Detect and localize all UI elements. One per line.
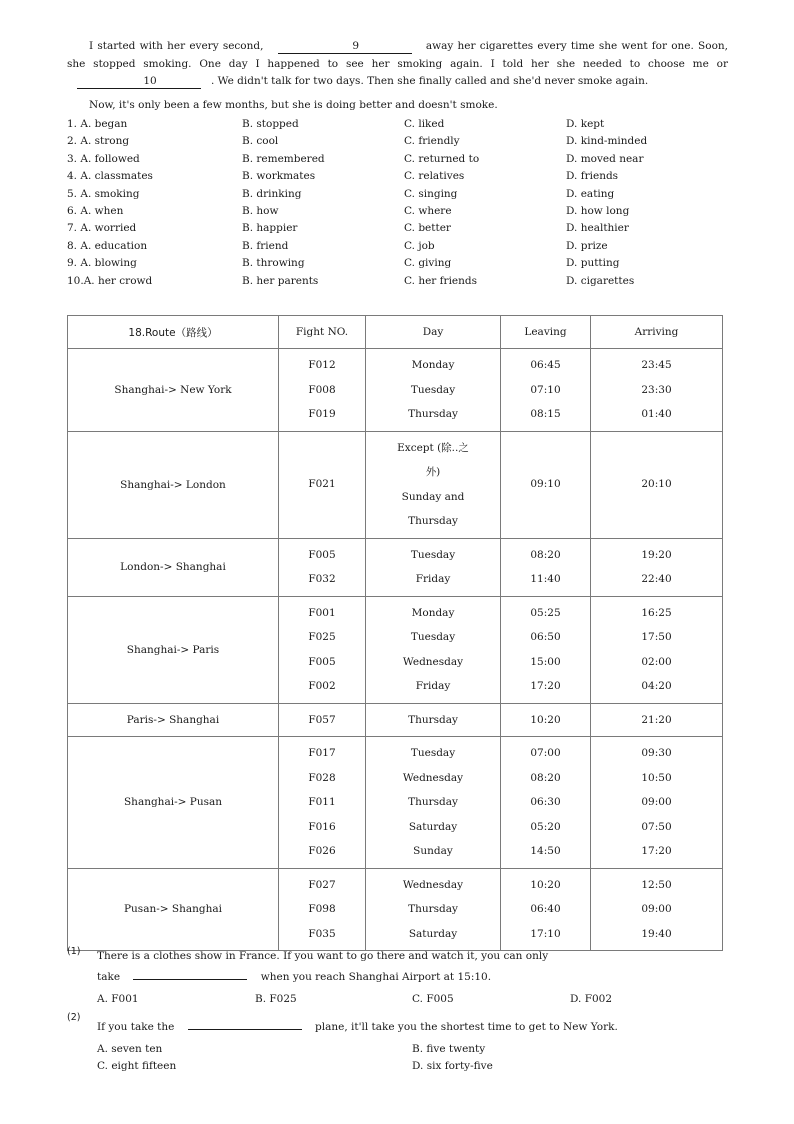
option-b: B. cool <box>242 135 279 148</box>
option-d: D. putting <box>566 257 620 270</box>
option-b: B. how <box>242 204 279 217</box>
arriving-cell <box>591 431 723 538</box>
flight-no-text: F098 <box>308 903 336 915</box>
choice-c: C. eight fifteen <box>97 1060 177 1072</box>
option-a: 6. A. when <box>67 204 124 217</box>
choice-a: A. seven ten <box>97 1043 163 1055</box>
arriving-cell <box>591 349 723 432</box>
passage-text: Now, it's only been a few months, but she is doing better and doesn't smoke. <box>89 99 498 111</box>
flight-no-cell <box>279 596 366 703</box>
question-number: (2) <box>67 1012 81 1023</box>
day-text: Friday <box>415 680 451 692</box>
day-cell <box>366 703 501 737</box>
passage-text: I started with her every second, <box>89 40 268 52</box>
day-text: Thursday <box>408 903 458 915</box>
flight-no-text: F017 <box>308 747 336 759</box>
option-c: C. her friends <box>404 274 478 287</box>
arriving-text: 04:20 <box>641 680 672 692</box>
arriving-text: 07:50 <box>641 820 672 833</box>
table-row <box>68 737 723 869</box>
option-a: 10.A. her crowd <box>67 274 153 287</box>
flight-no-cell <box>279 349 366 432</box>
day-text: Sunday and <box>401 490 465 503</box>
choice-c: C. F005 <box>412 993 454 1005</box>
leaving-cell <box>501 596 591 703</box>
column-header-4: Leaving <box>501 316 591 349</box>
option-a: 2. A. strong <box>67 135 130 148</box>
option-c: C. returned to <box>404 152 480 165</box>
leaving-text: 08:15 <box>530 408 561 420</box>
question-text-line-2 <box>97 968 491 983</box>
day-text: Except (除..之 <box>397 441 469 454</box>
flight-no-text: F016 <box>308 820 336 833</box>
day-cell <box>366 596 501 703</box>
option-d: D. kind-minded <box>566 135 648 148</box>
option-row-8 <box>67 238 728 255</box>
table-row <box>68 703 723 737</box>
option-d: D. healthier <box>566 222 629 235</box>
arriving-cell <box>591 737 723 869</box>
leaving-cell <box>501 431 591 538</box>
option-row-5 <box>67 186 728 203</box>
table-row <box>68 538 723 596</box>
route-cell: Shanghai-> London <box>68 431 279 538</box>
leaving-text: 09:10 <box>530 478 561 491</box>
day-text: Thursday <box>408 796 458 808</box>
flight-no-cell <box>279 538 366 596</box>
arriving-text: 21:20 <box>641 713 672 726</box>
option-d: D. cigarettes <box>566 274 635 287</box>
choice-d: D. six forty-five <box>412 1060 493 1072</box>
day-cell <box>366 349 501 432</box>
table-row <box>68 431 723 538</box>
leaving-text: 06:50 <box>530 631 561 643</box>
option-a: 8. A. education <box>67 239 148 252</box>
option-d: D. kept <box>566 118 605 130</box>
arriving-cell <box>591 538 723 596</box>
option-d: D. prize <box>566 239 608 252</box>
leaving-cell <box>501 538 591 596</box>
arriving-text: 10:50 <box>641 771 672 784</box>
leaving-text: 05:20 <box>530 820 561 833</box>
option-b: B. stopped <box>242 118 299 130</box>
leaving-text: 08:20 <box>530 771 561 784</box>
answer-blank-10: 10 <box>77 75 201 89</box>
route-cell: Shanghai-> New York <box>68 349 279 432</box>
leaving-text: 07:00 <box>530 747 561 759</box>
day-cell <box>366 431 501 538</box>
flight-no-text: F026 <box>308 845 336 857</box>
option-c: C. where <box>404 204 452 217</box>
day-text: Wednesday <box>402 655 464 668</box>
column-header-1: 18.Route（路线） <box>68 316 279 349</box>
arriving-text: 02:00 <box>641 655 672 668</box>
leaving-cell <box>501 737 591 869</box>
option-row-9 <box>67 255 728 272</box>
option-b: B. her parents <box>242 274 319 287</box>
day-text: Monday <box>411 606 455 619</box>
route-cell: Shanghai-> Paris <box>68 596 279 703</box>
arriving-text: 09:00 <box>641 903 672 915</box>
day-cell <box>366 538 501 596</box>
flight-schedule-table <box>67 315 723 951</box>
option-b: B. drinking <box>242 187 302 200</box>
route-cell: Pusan-> Shanghai <box>68 868 279 951</box>
option-a: 3. A. followed <box>67 152 140 165</box>
day-text: Wednesday <box>402 878 464 891</box>
leaving-text: 17:20 <box>530 680 561 692</box>
day-text: Tuesday <box>410 631 456 643</box>
arriving-text: 01:40 <box>641 408 672 420</box>
option-b: B. workmates <box>242 170 316 183</box>
flight-no-text: F027 <box>308 878 336 891</box>
option-b: B. remembered <box>242 152 325 165</box>
flight-no-text: F032 <box>308 573 336 585</box>
arriving-text: 17:50 <box>641 631 672 643</box>
passage-text: away her cigarettes every time she went for one. Soon, she stopped smoking. One day I happened to see her smoking again. I told her she needed to choose me or <box>67 40 728 70</box>
choice-a: A. F001 <box>97 993 139 1005</box>
passage-paragraph-2 <box>67 97 728 115</box>
passage-paragraph-1 <box>67 38 728 91</box>
arriving-text: 09:30 <box>641 747 672 759</box>
option-d: D. how long <box>566 204 630 217</box>
day-text: Thursday <box>408 515 458 527</box>
question-text: when you reach Shanghai Airport at 15:10. <box>260 971 492 983</box>
arriving-text: 23:30 <box>641 383 672 396</box>
option-c: C. liked <box>404 118 445 130</box>
flight-no-cell <box>279 431 366 538</box>
option-c: C. giving <box>404 257 452 270</box>
route-cell: Paris-> Shanghai <box>68 703 279 737</box>
day-text: Friday <box>415 573 451 585</box>
option-c: C. better <box>404 222 451 235</box>
flight-no-text: F028 <box>308 771 336 784</box>
day-text: Wednesday <box>402 771 464 784</box>
flight-no-text: F057 <box>308 713 336 726</box>
flight-no-text: F021 <box>308 478 336 491</box>
option-row-2 <box>67 133 728 150</box>
day-text: Tuesday <box>410 747 456 759</box>
question-text: take <box>97 971 121 983</box>
leaving-text: 11:40 <box>530 573 561 585</box>
day-text: Saturday <box>408 820 458 833</box>
day-text: 外) <box>425 466 441 478</box>
option-c: C. job <box>404 239 435 252</box>
leaving-text: 07:10 <box>530 383 561 396</box>
flight-no-text: F002 <box>308 680 336 692</box>
question-text: plane, it'll take you the shortest time to get to New York. <box>315 1021 618 1033</box>
flight-no-text: F019 <box>308 408 336 420</box>
leaving-text: 15:00 <box>530 655 561 668</box>
option-a: 9. A. blowing <box>67 257 137 270</box>
question-number: (1) <box>67 946 81 957</box>
option-c: C. relatives <box>404 170 465 183</box>
option-c: C. singing <box>404 187 458 200</box>
option-d: D. moved near <box>566 152 644 165</box>
option-row-10 <box>67 273 728 290</box>
table-row <box>68 596 723 703</box>
day-cell <box>366 737 501 869</box>
answer-blank <box>188 1018 302 1030</box>
leaving-text: 14:50 <box>530 845 561 857</box>
flight-no-cell <box>279 737 366 869</box>
table-row <box>68 349 723 432</box>
flight-no-text: F001 <box>308 606 336 619</box>
question-1 <box>67 946 728 1016</box>
column-header-2: Fight NO. <box>279 316 366 349</box>
choice-b: B. five twenty <box>412 1043 486 1055</box>
question-2 <box>67 1012 728 1082</box>
flight-no-text: F008 <box>308 383 336 396</box>
route-cell: Shanghai-> Pusan <box>68 737 279 869</box>
flight-no-text: F005 <box>308 548 336 561</box>
flight-no-text: F011 <box>308 796 336 808</box>
answer-blank-9: 9 <box>278 40 412 54</box>
arriving-text: 19:20 <box>641 548 672 561</box>
option-b: B. friend <box>242 239 289 252</box>
option-row-7 <box>67 220 728 237</box>
arriving-text: 22:40 <box>641 573 672 585</box>
option-row-1 <box>67 116 728 133</box>
arriving-cell <box>591 703 723 737</box>
day-text: Tuesday <box>410 548 456 561</box>
column-header-3: Day <box>366 316 501 349</box>
leaving-text: 06:30 <box>530 796 561 808</box>
flight-no-cell <box>279 868 366 951</box>
arriving-text: 12:50 <box>641 878 672 891</box>
flight-no-text: F035 <box>308 927 336 940</box>
day-text: Saturday <box>408 927 458 940</box>
option-a: 5. A. smoking <box>67 187 140 200</box>
flight-no-text: F005 <box>308 655 336 668</box>
day-text: Thursday <box>408 408 458 420</box>
option-b: B. happier <box>242 222 298 235</box>
choice-d: D. F002 <box>570 993 613 1005</box>
leaving-text: 06:40 <box>530 903 561 915</box>
answer-blank <box>133 968 247 980</box>
leaving-text: 08:20 <box>530 548 561 561</box>
arriving-cell <box>591 868 723 951</box>
leaving-cell <box>501 868 591 951</box>
arriving-text: 23:45 <box>641 359 672 371</box>
choice-b: B. F025 <box>255 993 297 1005</box>
leaving-text: 06:45 <box>530 359 561 371</box>
table-header-row <box>68 316 723 349</box>
option-row-6 <box>67 203 728 220</box>
option-b: B. throwing <box>242 257 305 270</box>
day-text: Thursday <box>408 713 458 726</box>
question-text: If you take the <box>97 1021 175 1033</box>
leaving-text: 10:20 <box>530 878 561 891</box>
option-a: 7. A. worried <box>67 222 137 235</box>
leaving-cell <box>501 703 591 737</box>
route-cell: London-> Shanghai <box>68 538 279 596</box>
option-c: C. friendly <box>404 135 460 148</box>
passage-text: . We didn't talk for two days. Then she finally called and she'd never smoke again. <box>211 75 649 87</box>
question-text-line-1 <box>97 1018 618 1033</box>
leaving-cell <box>501 349 591 432</box>
flight-no-text: F012 <box>308 359 336 371</box>
arriving-text: 16:25 <box>641 606 672 619</box>
arriving-cell <box>591 596 723 703</box>
day-text: Sunday <box>413 845 453 857</box>
arriving-text: 20:10 <box>641 478 672 491</box>
leaving-text: 10:20 <box>530 713 561 726</box>
day-text: Tuesday <box>410 383 456 396</box>
leaving-text: 05:25 <box>530 606 561 619</box>
option-a: 4. A. classmates <box>67 170 153 183</box>
option-row-3 <box>67 151 728 168</box>
option-row-4 <box>67 168 728 185</box>
option-d: D. friends <box>566 170 619 183</box>
flight-no-cell <box>279 703 366 737</box>
table-row <box>68 868 723 951</box>
option-d: D. eating <box>566 187 615 200</box>
day-text: Monday <box>411 359 455 371</box>
leaving-text: 17:10 <box>530 927 561 940</box>
answer-options <box>67 116 728 290</box>
question-text: There is a clothes show in France. If you want to go there and watch it, you can only <box>97 950 549 962</box>
option-a: 1. A. began <box>67 118 128 130</box>
day-cell <box>366 868 501 951</box>
column-header-5: Arriving <box>591 316 723 349</box>
flight-no-text: F025 <box>308 631 336 643</box>
arriving-text: 19:40 <box>641 927 672 940</box>
arriving-text: 09:00 <box>641 796 672 808</box>
arriving-text: 17:20 <box>641 845 672 857</box>
